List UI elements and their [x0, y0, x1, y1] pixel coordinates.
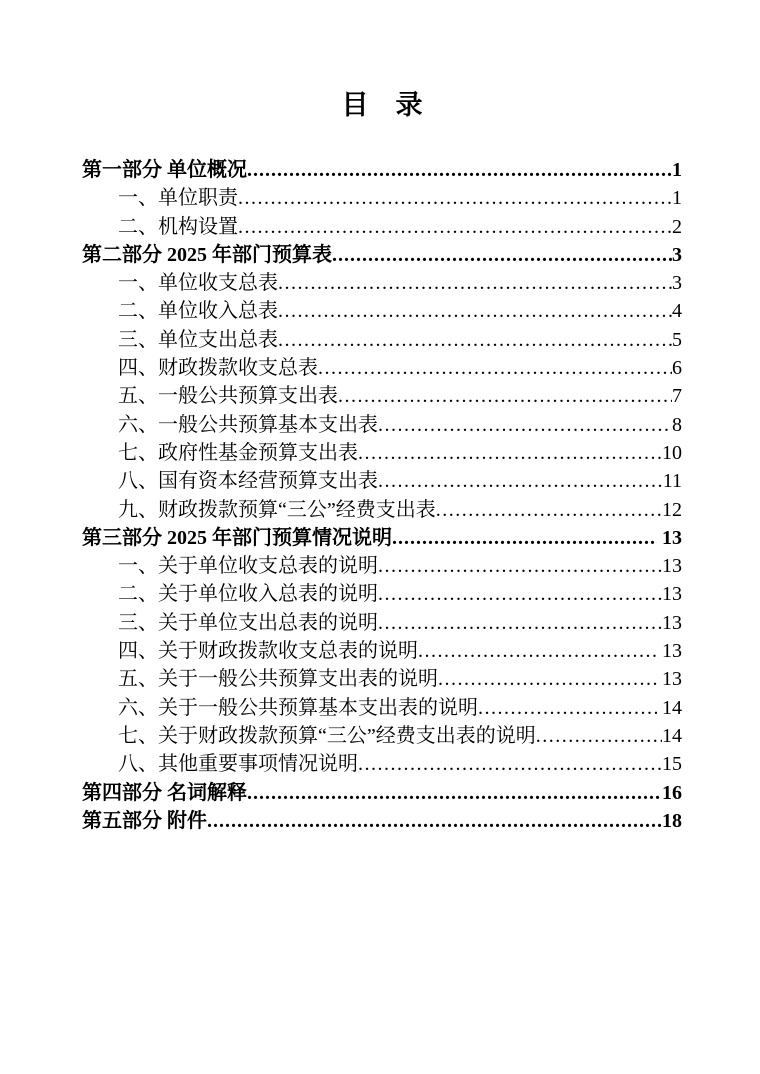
toc-leader-dots: [436, 496, 662, 524]
toc-entry: [82, 665, 682, 693]
toc-entry-page: 11: [662, 470, 682, 493]
toc-entry-label: 三、单位支出总表: [118, 328, 278, 351]
toc-entry-label: 六、一般公共预算基本支出表: [118, 413, 378, 436]
toc-leader-dots: [392, 524, 657, 552]
toc-leader-dots: [278, 269, 672, 297]
toc-entry-page: 3: [672, 272, 682, 295]
toc-leader-dots: [536, 722, 662, 750]
toc-leader-dots: [358, 750, 662, 778]
toc-entry: [82, 326, 682, 354]
toc-entry-page: 15: [662, 753, 682, 776]
toc-leader-dots: [378, 609, 662, 637]
toc-entry: [82, 439, 682, 467]
toc-leader-dots: [238, 184, 672, 212]
toc-entry: [82, 184, 682, 212]
toc-entry-page: 1: [672, 187, 682, 210]
toc-entry-page: 5: [672, 328, 682, 351]
toc-leader-dots: [318, 354, 672, 382]
toc-entry-page: 13: [662, 583, 682, 606]
toc-entry-label: 一、关于单位收支总表的说明: [118, 555, 378, 578]
toc-entry-page: 13: [662, 611, 682, 634]
toc-leader-dots: [378, 552, 662, 580]
toc-leader-dots: [278, 326, 672, 354]
toc-entry-page: 18: [662, 809, 682, 832]
toc-entry-page: 6: [672, 357, 682, 380]
toc-entry-label: 第一部分 单位概况: [82, 159, 247, 181]
toc-entry-label: 四、财政拨款收支总表: [118, 357, 318, 380]
toc-entry-label: 七、政府性基金预算支出表: [118, 441, 358, 464]
page-title: 目 录: [341, 90, 423, 120]
toc-entry-label: 四、关于财政拨款收支总表的说明: [118, 640, 418, 663]
toc-entry: [82, 496, 682, 524]
toc-entry: [82, 722, 682, 750]
toc-leader-dots: [378, 411, 672, 439]
toc-entry-label: 二、机构设置: [118, 215, 238, 238]
toc-entry-page: 3: [672, 243, 682, 266]
toc-entry: [82, 779, 682, 807]
toc-leader-dots: [478, 694, 657, 722]
toc-entry-label: 一、单位职责: [118, 187, 238, 210]
toc-entry-label: 第三部分 2025 年部门预算情况说明: [82, 526, 392, 549]
toc-entry-page: 4: [672, 300, 682, 323]
toc-entry-page: 13: [657, 640, 682, 663]
toc-entry-label: 二、单位收入总表: [118, 300, 278, 323]
toc-entry-label: 五、一般公共预算支出表: [118, 385, 338, 408]
toc-entry-label: 五、关于一般公共预算支出表的说明: [118, 668, 438, 691]
toc-entry-label: 一、单位收支总表: [118, 272, 278, 295]
toc-entry: [82, 382, 682, 410]
toc-leader-dots: [247, 779, 662, 807]
toc-entry: [82, 269, 682, 297]
toc-entry: [82, 609, 682, 637]
toc-entry-page: 7: [672, 385, 682, 408]
toc-entry: [82, 524, 682, 552]
toc-leader-dots: [278, 297, 672, 325]
toc-entry-page: 13: [657, 668, 682, 691]
toc-leader-dots: [238, 213, 672, 241]
toc-entry: [82, 750, 682, 778]
toc-entry-label: 六、关于一般公共预算基本支出表的说明: [118, 696, 478, 719]
toc-leader-dots: [247, 156, 672, 184]
toc-entry: [82, 156, 682, 184]
toc-entry-label: 八、国有资本经营预算支出表: [118, 470, 378, 493]
toc-leader-dots: [338, 382, 672, 410]
toc-entry: [82, 807, 682, 835]
toc-entry-page: 13: [662, 555, 682, 578]
toc-entry: [82, 241, 682, 269]
toc-leader-dots: [418, 637, 657, 665]
toc-entry-page: 2: [672, 215, 682, 238]
toc-entry-label: 八、其他重要事项情况说明: [118, 753, 358, 776]
toc-entry: [82, 467, 682, 495]
toc-leader-dots: [332, 241, 672, 269]
toc-list: [82, 156, 682, 835]
toc-leader-dots: [378, 580, 662, 608]
toc-entry-label: 二、关于单位收入总表的说明: [118, 583, 378, 606]
toc-entry-page: 1: [672, 159, 682, 181]
toc-entry-label: 第五部分 附件: [82, 809, 207, 832]
toc-entry-page: 12: [662, 498, 682, 521]
toc-entry-page: 10: [662, 441, 682, 464]
toc-leader-dots: [438, 665, 657, 693]
toc-entry-page: 14: [662, 724, 682, 747]
toc-entry: [82, 552, 682, 580]
toc-leader-dots: [378, 467, 663, 495]
toc-entry-page: 14: [657, 696, 682, 719]
toc-entry: [82, 637, 682, 665]
toc-entry: [82, 213, 682, 241]
toc-entry: [82, 694, 682, 722]
toc-entry-page: 13: [657, 526, 682, 549]
toc-entry-page: 8: [672, 413, 682, 436]
toc-entry: [82, 411, 682, 439]
toc-entry-label: 第二部分 2025 年部门预算表: [82, 243, 332, 266]
toc-entry-label: 七、关于财政拨款预算“三公”经费支出表的说明: [118, 724, 536, 747]
toc-entry-page: 16: [662, 781, 682, 804]
toc-entry: [82, 297, 682, 325]
toc-leader-dots: [207, 807, 662, 835]
toc-entry: [82, 580, 682, 608]
toc-entry-label: 第四部分 名词解释: [82, 781, 247, 804]
toc-entry: [82, 354, 682, 382]
toc-entry-label: 九、财政拨款预算“三公”经费支出表: [118, 498, 436, 521]
toc-entry-label: 三、关于单位支出总表的说明: [118, 611, 378, 634]
toc-leader-dots: [358, 439, 662, 467]
